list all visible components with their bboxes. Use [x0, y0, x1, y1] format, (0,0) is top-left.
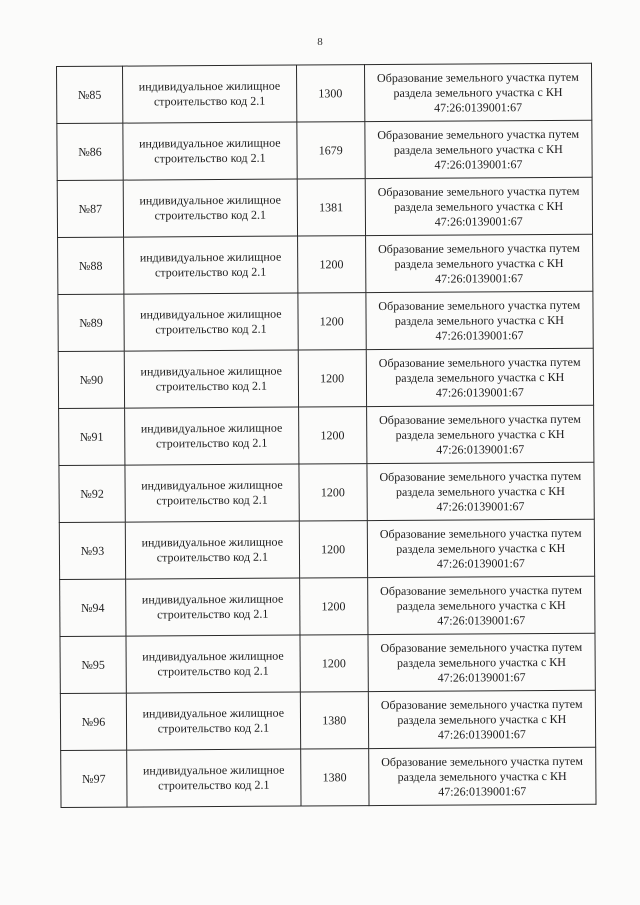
permitted-use-line: индивидуальное жилищное	[141, 477, 283, 493]
plot-number: №92	[59, 465, 125, 522]
cadastral-number: 47:26:0139001:67	[436, 498, 525, 514]
plot-area: 1380	[300, 692, 368, 749]
land-plots-table	[56, 63, 597, 808]
permitted-use-line: строительство код 2.1	[155, 378, 268, 394]
formation-method	[367, 576, 595, 634]
table-row	[58, 234, 593, 294]
cadastral-number: 47:26:0139001:67	[434, 156, 523, 172]
table-row	[59, 519, 594, 579]
plot-number: №97	[61, 750, 127, 807]
table-row	[60, 633, 595, 693]
permitted-use-line: индивидуальное жилищное	[140, 306, 282, 322]
plot-number: №94	[60, 579, 126, 636]
plot-number: №91	[59, 408, 125, 465]
cadastral-number: 47:26:0139001:67	[437, 726, 526, 742]
table-row	[60, 690, 595, 750]
formation-method-line: раздела земельного участка с КН	[393, 84, 563, 100]
formation-method	[366, 348, 594, 406]
formation-method-line: Образование земельного участка путем	[379, 525, 582, 541]
table-row	[61, 747, 596, 807]
formation-method	[368, 633, 596, 691]
formation-method	[366, 291, 594, 349]
permitted-use	[124, 293, 298, 351]
cadastral-number: 47:26:0139001:67	[436, 555, 525, 571]
formation-method	[367, 519, 595, 577]
permitted-use	[125, 407, 299, 465]
plot-area: 1200	[299, 578, 367, 635]
formation-method-line: раздела земельного участка с КН	[395, 483, 565, 499]
plot-area: 1200	[298, 407, 366, 464]
formation-method	[364, 63, 592, 121]
formation-method	[365, 234, 593, 292]
permitted-use	[127, 749, 301, 807]
cadastral-number: 47:26:0139001:67	[436, 441, 525, 457]
formation-method-line: Образование земельного участка путем	[379, 468, 582, 484]
permitted-use	[125, 464, 299, 522]
formation-method-line: раздела земельного участка с КН	[395, 426, 565, 442]
permitted-use-line: индивидуальное жилищное	[142, 762, 285, 778]
formation-method	[368, 747, 596, 805]
formation-method	[368, 690, 596, 748]
cadastral-number: 47:26:0139001:67	[434, 99, 523, 115]
permitted-use-line: индивидуальное жилищное	[142, 705, 285, 721]
formation-method-line: раздела земельного участка с КН	[394, 198, 564, 214]
permitted-use-line: строительство код 2.1	[154, 207, 266, 223]
permitted-use-line: строительство код 2.1	[157, 720, 270, 736]
permitted-use-line: строительство код 2.1	[154, 150, 266, 166]
cadastral-number: 47:26:0139001:67	[437, 612, 526, 628]
permitted-use	[123, 179, 297, 237]
plot-number: №93	[59, 522, 125, 579]
permitted-use-line: строительство код 2.1	[157, 663, 269, 679]
table-row	[57, 177, 592, 237]
plot-area: 1200	[297, 236, 365, 293]
permitted-use-line: строительство код 2.1	[155, 435, 268, 451]
formation-method-line: раздела земельного участка с КН	[396, 654, 567, 670]
cadastral-number: 47:26:0139001:67	[434, 213, 523, 229]
formation-method	[365, 177, 593, 235]
permitted-use	[122, 65, 296, 123]
formation-method-line: Образование земельного участка путем	[380, 639, 583, 655]
permitted-use	[126, 692, 300, 750]
formation-method-line: Образование земельного участка путем	[377, 126, 580, 142]
permitted-use-line: индивидуальное жилищное	[138, 78, 281, 94]
table-row	[58, 291, 593, 351]
formation-method	[367, 462, 595, 520]
plot-area: 1200	[298, 293, 366, 350]
formation-method-line: Образование земельного участка путем	[379, 411, 581, 427]
formation-method	[364, 120, 592, 178]
permitted-use	[126, 635, 300, 693]
cadastral-number: 47:26:0139001:67	[435, 327, 524, 343]
formation-method-line: раздела земельного участка с КН	[393, 141, 563, 157]
permitted-use-line: индивидуальное жилищное	[142, 648, 284, 664]
formation-method-line: Образование земельного участка путем	[380, 582, 582, 598]
formation-method-line: раздела земельного участка с КН	[396, 540, 566, 556]
formation-method-line: Образование земельного участка путем	[377, 183, 580, 199]
cadastral-number: 47:26:0139001:67	[437, 669, 526, 685]
plot-number: №85	[57, 66, 123, 123]
plot-area: 1200	[299, 521, 367, 578]
formation-method-line: Образование земельного участка путем	[381, 753, 583, 769]
cadastral-number: 47:26:0139001:67	[435, 270, 524, 286]
permitted-use-line: строительство код 2.1	[156, 492, 268, 508]
cadastral-number: 47:26:0139001:67	[435, 384, 524, 400]
plot-number: №86	[57, 123, 123, 180]
formation-method-line: раздела земельного участка с КН	[394, 312, 564, 328]
formation-method-line: раздела земельного участка с КН	[397, 768, 567, 784]
table-row	[57, 63, 592, 123]
permitted-use-line: строительство код 2.1	[155, 321, 267, 337]
permitted-use-line: индивидуальное жилищное	[139, 249, 282, 265]
plot-area: 1380	[300, 749, 368, 806]
formation-method-line: раздела земельного участка с КН	[396, 597, 566, 613]
permitted-use	[125, 521, 299, 579]
table-body	[57, 63, 597, 807]
permitted-use-line: строительство код 2.1	[158, 777, 270, 793]
formation-method-line: раздела земельного участка с КН	[394, 255, 564, 271]
permitted-use-line: индивидуальное жилищное	[141, 534, 284, 550]
permitted-use-line: строительство код 2.1	[154, 264, 267, 280]
formation-method-line: раздела земельного участка с КН	[397, 711, 567, 727]
permitted-use-line: строительство код 2.1	[157, 606, 269, 622]
formation-method-line: Образование земельного участка путем	[378, 354, 581, 370]
page-number: 8	[317, 36, 323, 48]
permitted-use-line: строительство код 2.1	[156, 549, 269, 565]
permitted-use-line: индивидуальное жилищное	[141, 591, 284, 607]
table-row	[60, 576, 595, 636]
plot-area: 1200	[299, 464, 367, 521]
formation-method-line: раздела земельного участка с КН	[395, 369, 565, 385]
table-row	[58, 348, 593, 408]
permitted-use	[126, 578, 300, 636]
permitted-use-line: строительство код 2.1	[153, 93, 266, 109]
permitted-use-line: индивидуальное жилищное	[140, 363, 283, 379]
table-row	[59, 405, 594, 465]
permitted-use-line: индивидуальное жилищное	[140, 420, 283, 436]
permitted-use	[124, 236, 298, 294]
permitted-use	[123, 122, 297, 180]
permitted-use-line: индивидуальное жилищное	[139, 192, 281, 208]
plot-number: №95	[60, 636, 126, 693]
plot-area: 1200	[300, 635, 368, 692]
plot-number: №87	[57, 180, 123, 237]
table-row	[59, 462, 594, 522]
formation-method	[366, 405, 594, 463]
plot-area: 1300	[296, 65, 364, 122]
formation-method-line: Образование земельного участка путем	[378, 240, 580, 256]
table-row	[57, 120, 592, 180]
plot-number: №96	[60, 693, 126, 750]
plot-number: №90	[58, 351, 124, 408]
formation-method-line: Образование земельного участка путем	[376, 69, 579, 85]
formation-method-line: Образование земельного участка путем	[380, 696, 583, 712]
plot-area: 1381	[297, 179, 365, 236]
plot-area: 1200	[298, 350, 366, 407]
cadastral-number: 47:26:0139001:67	[438, 783, 527, 799]
plot-number: №88	[58, 237, 124, 294]
plot-area: 1679	[297, 122, 365, 179]
permitted-use-line: индивидуальное жилищное	[139, 135, 281, 151]
plot-number: №89	[58, 294, 124, 351]
permitted-use	[124, 350, 298, 408]
formation-method-line: Образование земельного участка путем	[378, 297, 581, 313]
